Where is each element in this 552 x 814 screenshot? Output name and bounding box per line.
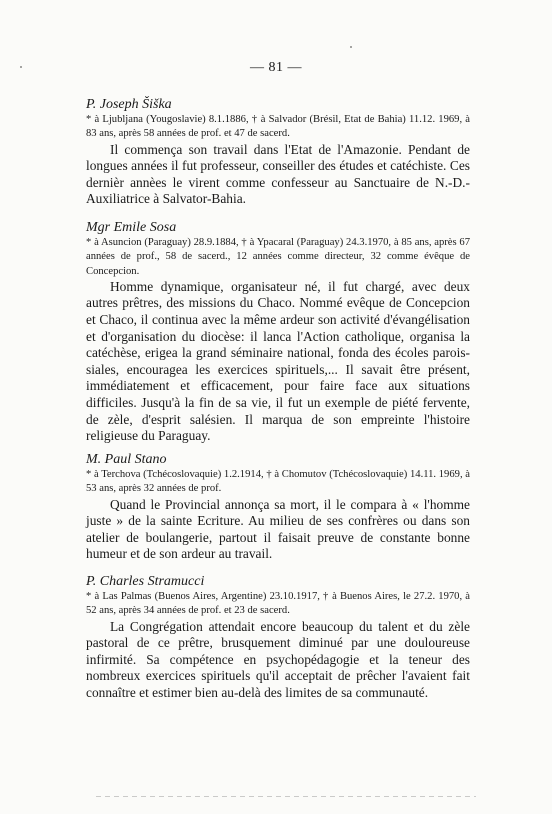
entry-biographical-data: * à Ljubljana (Yougoslavie) 8.1.1886, † à Salvador (Brésil, Etat de Bahia) 11.12. 1969, à 83 ans, après 58 années de prof. et 47 de sacerd. — [86, 114, 470, 140]
obituary-entry — [86, 451, 470, 563]
page-number: — 81 — — [250, 60, 302, 75]
entry-biographical-data: * à Asuncion (Paraguay) 28.9.1884, † à Ypacaral (Paraguay) 24.3.1970, à 85 ans, après 67 années de prof., 58 de sacerd., 12 années comme directeur, 32 comme évêque de Concepcion. — [86, 237, 470, 277]
entry-text: Homme dynamique, organisateur né, il fut chargé, avec deux autres prêtres, des missions du Chaco. Nommé evêque de Concepcion et Chaco, il continua avec la même ardeur son activité d'évangélisation et d'organisation du diocèse: il lanca l'Action catholique, organisa la catéchèse, erigea la grand séminaire national, fonda des écoles parois-siales, encouragea les exercices spirituels,... Il savait être présent, immédiatement et efficacement, pour faire face aux situations difficiles. Jusqu'à la fin de sa vie, il fut un exemple de piété fervente, de zèle, d'esprit salésien. Il marqua de son empreinte l'histoire religieuse du Paraguay. — [86, 278, 470, 444]
entry-text: Quand le Provincial annonça sa mort, il le compara à « l'homme juste » de la sainte Ecriture. Au milieu de ses confrères ou dans son atelier de boulangerie, partout il faisait preuve de constante bonne humeur et de son ardeur au travail. — [86, 496, 470, 562]
entry-name: M. Paul Stano — [86, 452, 167, 467]
entry-text: La Congrégation attendait encore beaucoup du talent et du zèle pastoral de ce prêtre, brusquement diminué par une douloureuse infirmité. Sa compétence en psychopédagogie et la teneur des nombreux exercices spirituels qu'il acceptait de prêcher l'avaient fait connaître et estimer bien au-delà des limites de sa communauté. — [86, 618, 470, 700]
scan-edge-artifact — [96, 796, 476, 797]
entry-text: Il commença son travail dans l'Etat de l'Amazonie. Pendant de longues années il fut professeur, conseiller des études et catéchiste. Ces dernièr annèes le virent comme confesseur au Sanctuaire de N.-D.-Auxiliatrice à Salvator-Bahia. — [86, 141, 470, 207]
entry-name: P. Joseph Šiška — [86, 97, 172, 112]
scan-speck — [350, 46, 352, 48]
obituary-entry — [86, 96, 470, 208]
entry-name: Mgr Emile Sosa — [86, 220, 177, 235]
entry-biographical-data: * à Terchova (Tchécoslovaquie) 1.2.1914, † à Chomutov (Tchécoslovaquie) 14.11. 1969, à 53 ans, après 32 années de prof. — [86, 469, 470, 495]
scan-speck — [20, 66, 22, 68]
obituary-entry — [86, 219, 470, 445]
entry-name: P. Charles Stramucci — [86, 574, 205, 589]
entry-biographical-data: * à Las Palmas (Buenos Aires, Argentine) 23.10.1917, † à Buenos Aires, le 27.2. 1970, à 52 ans, après 34 années de prof. et 23 de sacerd. — [86, 591, 470, 617]
obituary-entry — [86, 573, 470, 702]
